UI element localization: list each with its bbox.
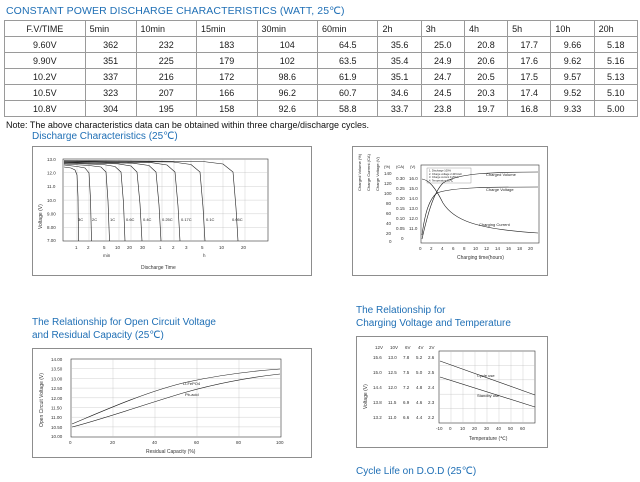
charging-unit-volume: (%): [384, 164, 391, 169]
charge-temp-value: 2.4: [428, 385, 435, 390]
cell: 10.8V: [5, 101, 86, 117]
cell: 92.6: [257, 101, 317, 117]
ocv-label-block: [32, 316, 282, 342]
ocv-x-tick: 40: [152, 440, 158, 445]
charge-temp-value: 7.2: [403, 385, 410, 390]
charge-temp-value: 13.2: [373, 415, 382, 420]
ocv-y-tick: 13.50: [51, 366, 63, 372]
discharge-x-tick-min: 30: [140, 245, 146, 250]
ocv-x-axis-label: Residual Capacity (%): [146, 449, 196, 455]
cell: 102: [257, 53, 317, 69]
ocv-x-tick: 60: [194, 440, 200, 445]
cell: 195: [136, 101, 196, 117]
charging-current-tick: 0.20: [396, 196, 405, 201]
cell: 25.0: [421, 37, 464, 53]
discharge-y-tick: 8.00: [47, 225, 56, 231]
charging-volume-tick: 80: [386, 201, 392, 206]
col-header-60min: 60min: [317, 21, 377, 37]
col-header-fv-time: F.V/TIME: [5, 21, 86, 37]
charge-temp-series-label: Cycle use: [477, 373, 495, 378]
charging-characteristics-figure: [352, 146, 548, 276]
charging-volume-tick: 20: [386, 231, 392, 236]
cell: 9.57: [551, 69, 594, 85]
cell: 337: [85, 69, 136, 85]
charge-temp-value: 12.0: [388, 385, 397, 390]
ocv-chart-svg: [33, 349, 311, 457]
table-row: [5, 85, 638, 101]
ocv-y-tick: 11.00: [51, 415, 62, 421]
charge-temp-x-axis-label: Temperature (℃): [469, 436, 508, 442]
charging-x-tick: 6: [452, 246, 455, 251]
cell: 20.8: [464, 37, 507, 53]
col-header-15min: 15min: [197, 21, 257, 37]
cell: 20.3: [464, 85, 507, 101]
charge-temp-value: 12.5: [388, 370, 397, 375]
page-title: CONSTANT POWER DISCHARGE CHARACTERISTICS (WATT, 25℃): [6, 5, 345, 17]
cell: 24.5: [421, 85, 464, 101]
col-header-5h: 5h: [508, 21, 551, 37]
col-header-5min: 5min: [85, 21, 136, 37]
charge-temp-value: 14.4: [373, 385, 382, 390]
col-header-10min: 10min: [136, 21, 196, 37]
charging-legend-item: 2. Charge voltage 2.40V/cell: [429, 172, 462, 176]
charge-temp-value: 15.6: [373, 355, 382, 360]
col-header-20h: 20h: [594, 21, 637, 37]
discharge-y-tick: 12.0: [47, 170, 56, 176]
ocv-x-tick: 80: [236, 440, 242, 445]
discharge-y-tick: 7.00: [47, 238, 56, 243]
charge-temp-value: 7.8: [403, 355, 410, 360]
discharge-x-tick-h: 20: [241, 245, 247, 250]
discharge-y-axis-label: Voltage (V): [38, 204, 44, 229]
cell: 17.5: [508, 69, 551, 85]
charging-volume-tick: 120: [384, 181, 392, 186]
cell: 158: [197, 101, 257, 117]
col-header-2h: 2h: [378, 21, 421, 37]
cell: 61.9: [317, 69, 377, 85]
charging-current-tick: 0.25: [396, 186, 405, 191]
discharge-chart-svg: [33, 147, 311, 275]
ocv-y-tick: 13.00: [51, 376, 63, 382]
charge-temp-label-block: [356, 304, 606, 330]
charge-temp-x-tick: 20: [472, 426, 478, 431]
cell: 351: [85, 53, 136, 69]
cell: 64.5: [317, 37, 377, 53]
discharge-curve-label: 2C: [92, 217, 98, 222]
charging-legend-item: 4. Temperature 25℃: [429, 179, 453, 183]
cell: 58.8: [317, 101, 377, 117]
ocv-y-axis-label: Open Circuit Voltage (V): [39, 373, 45, 427]
charge-temp-value: 13.0: [388, 355, 397, 360]
charging-current-tick: 0.30: [396, 176, 405, 181]
charging-voltage-tick: 15.0: [409, 186, 418, 191]
charge-temp-value: 2.6: [428, 355, 435, 360]
charging-x-axis-label: Charging time(hours): [457, 255, 504, 261]
charging-annotation-current: Charging Current: [479, 222, 510, 227]
cell: 5.13: [594, 69, 637, 85]
table-note: Note: The above characteristics data can be obtained within three charge/discharge cycles.: [6, 120, 370, 130]
charging-unit-voltage: (V): [410, 164, 416, 169]
cell: 183: [197, 37, 257, 53]
charge-temp-value: 2.3: [428, 400, 435, 405]
discharge-y-tick: 9.00: [47, 211, 56, 217]
discharge-curve-label: 0.4C: [143, 217, 152, 222]
discharge-y-tick: 11.0: [47, 184, 56, 189]
ocv-label-line2: and Residual Capacity (25℃): [32, 330, 164, 341]
charge-temp-col-header: 12V: [375, 345, 384, 350]
charging-x-tick: 18: [517, 246, 523, 251]
ocv-x-tick: 20: [110, 440, 116, 445]
discharge-x-tick-min: 2: [87, 245, 90, 250]
cell: 225: [136, 53, 196, 69]
discharge-x-axis-label: Discharge Time: [141, 265, 176, 271]
charging-x-tick: 12: [484, 246, 490, 251]
charge-temp-value: 11.0: [388, 415, 397, 420]
discharge-x-tick-h: 10: [219, 245, 225, 250]
discharge-x-tick-h: 1: [159, 245, 162, 250]
charge-temp-x-tick: 50: [508, 426, 514, 431]
discharge-x-tick-h: 3: [185, 245, 188, 250]
cell: 216: [136, 69, 196, 85]
cell: 9.52: [551, 85, 594, 101]
charge-temp-value: 5.2: [416, 355, 423, 360]
charging-volume-tick: 140: [384, 171, 392, 176]
cell: 17.6: [508, 53, 551, 69]
cell: 10.2V: [5, 69, 86, 85]
discharge-characteristics-figure: [32, 146, 312, 276]
charge-temp-value: 2.5: [428, 370, 435, 375]
cell: 60.7: [317, 85, 377, 101]
discharge-curve-label: 0.6C: [126, 217, 135, 222]
cell: 10.5V: [5, 85, 86, 101]
cell: 207: [136, 85, 196, 101]
discharge-x-tick-min: 5: [103, 245, 106, 250]
charging-chart-svg: [353, 147, 547, 275]
ocv-series-label: Li-FePO4: [183, 381, 201, 386]
charge-temp-value: 4.6: [416, 400, 423, 405]
cell: 9.66: [551, 37, 594, 53]
cell: 5.00: [594, 101, 637, 117]
charging-annotation-volume: Charged Volume: [486, 172, 516, 177]
cell: 33.7: [378, 101, 421, 117]
ocv-y-tick: 12.50: [51, 386, 63, 392]
discharge-curve-label: 0.05C: [232, 217, 243, 222]
table-row: [5, 101, 638, 117]
ocv-label-line1: The Relationship for Open Circuit Voltage: [32, 317, 216, 328]
charging-x-tick: 16: [506, 246, 512, 251]
cell: 19.7: [464, 101, 507, 117]
charge-temp-value: 11.5: [388, 400, 397, 405]
charge-temp-x-tick: 0: [449, 426, 452, 431]
cell: 9.62: [551, 53, 594, 69]
cell: 362: [85, 37, 136, 53]
cell: 24.7: [421, 69, 464, 85]
charging-volume-tick: 60: [386, 211, 392, 216]
charge-temp-x-tick: 10: [460, 426, 466, 431]
charge-temp-y-axis-label: Voltage (V): [363, 384, 369, 409]
charging-voltage-tick: 13.0: [409, 206, 418, 211]
cell: 166: [197, 85, 257, 101]
table-row: [5, 69, 638, 85]
cell: 35.1: [378, 69, 421, 85]
charge-temp-value: 15.0: [373, 370, 382, 375]
discharge-curve-label: 0.17C: [181, 217, 192, 222]
charging-y-axis-label-voltage: Charge Voltage (V): [375, 156, 380, 191]
cell: 9.90V: [5, 53, 86, 69]
charging-current-tick: 0: [401, 236, 404, 241]
charging-y-axis-label-current: Charge Current (CA): [366, 154, 371, 191]
charging-current-tick: 0.05: [396, 226, 405, 231]
discharge-curve-label: 1C: [110, 217, 116, 222]
cell: 23.8: [421, 101, 464, 117]
charge-temp-x-tick: 30: [484, 426, 490, 431]
cell: 24.9: [421, 53, 464, 69]
charge-temp-x-tick: 60: [520, 426, 526, 431]
ocv-x-tick: 0: [69, 440, 72, 445]
charge-temp-value: 4.4: [416, 415, 423, 420]
cell: 17.7: [508, 37, 551, 53]
charging-voltage-tick: 16.0: [409, 176, 418, 181]
charge-temp-value: 4.8: [416, 385, 423, 390]
ocv-y-tick: 11.50: [51, 405, 62, 411]
cell: 96.2: [257, 85, 317, 101]
discharge-curve-label: 0.1C: [206, 217, 215, 222]
cell: 9.33: [551, 101, 594, 117]
charge-temp-col-header: 6V: [405, 345, 411, 350]
cell: 304: [85, 101, 136, 117]
table-row: [5, 37, 638, 53]
charge-temp-col-header: 4V: [418, 345, 424, 350]
charging-voltage-tick: 14.0: [409, 196, 418, 201]
discharge-curve-label: 0.25C: [162, 217, 173, 222]
constant-power-discharge-table: [4, 20, 638, 117]
discharge-y-tick: 13.0: [47, 157, 56, 162]
discharge-characteristics-label: Discharge Characteristics (25℃): [32, 131, 178, 142]
charging-current-tick: 0.10: [396, 216, 405, 221]
cell: 34.6: [378, 85, 421, 101]
charge-temp-value: 6.9: [403, 400, 410, 405]
ocv-y-tick: 12.00: [51, 395, 63, 401]
charging-x-tick: 4: [441, 246, 444, 251]
discharge-curve-label: 3C: [78, 217, 84, 222]
charging-legend-item: 1. Discharge 100%: [429, 169, 451, 173]
discharge-x-unit-h: h: [203, 253, 206, 258]
charging-x-tick: 2: [430, 246, 433, 251]
table-row: [5, 53, 638, 69]
cell: 5.18: [594, 37, 637, 53]
cell: 98.6: [257, 69, 317, 85]
charge-temp-x-tick: -10: [436, 426, 443, 431]
discharge-x-tick-min: 1: [75, 245, 78, 250]
charging-annotation-voltage: Charge Voltage: [486, 187, 514, 192]
discharge-x-tick-min: 20: [127, 245, 133, 250]
discharge-x-tick-min: 10: [115, 245, 121, 250]
col-header-3h: 3h: [421, 21, 464, 37]
cycle-life-label: Cycle Life on D.O.D (25℃): [356, 466, 477, 477]
charge-temp-label-line2: Charging Voltage and Temperature: [356, 318, 511, 329]
charge-temp-chart-svg: [357, 337, 547, 447]
charging-volume-tick: 100: [384, 191, 392, 196]
discharge-x-tick-h: 2: [172, 245, 175, 250]
ocv-figure: [32, 348, 312, 458]
charge-temp-value: 7.5: [403, 370, 410, 375]
charging-x-tick: 10: [473, 246, 479, 251]
ocv-series-label: Pb-acid: [185, 392, 199, 397]
charging-x-tick: 14: [495, 246, 501, 251]
charging-x-tick: 8: [463, 246, 466, 251]
col-header-30min: 30min: [257, 21, 317, 37]
table-header-row: [5, 21, 638, 37]
cell: 17.4: [508, 85, 551, 101]
cell: 172: [197, 69, 257, 85]
cell: 20.6: [464, 53, 507, 69]
charging-volume-tick: 40: [386, 221, 392, 226]
col-header-10h: 10h: [551, 21, 594, 37]
charge-temp-col-header: 10V: [390, 345, 399, 350]
charge-temp-label-line1: The Relationship for: [356, 305, 446, 316]
cell: 35.6: [378, 37, 421, 53]
charge-temp-value: 2.2: [428, 415, 435, 420]
cell: 63.5: [317, 53, 377, 69]
discharge-x-unit-min: min: [103, 253, 111, 258]
discharge-x-tick-h: 5: [201, 245, 204, 250]
charging-voltage-tick: 11.0: [409, 226, 418, 231]
charge-temp-value: 5.0: [416, 370, 423, 375]
ocv-y-tick: 10.50: [51, 424, 63, 430]
ocv-y-tick: 10.00: [51, 434, 63, 439]
ocv-x-tick: 100: [276, 440, 284, 445]
charge-temp-value: 6.6: [403, 415, 410, 420]
cell: 5.16: [594, 53, 637, 69]
ocv-y-tick: 14.00: [51, 357, 63, 362]
charging-x-tick: 0: [419, 246, 422, 251]
cell: 16.8: [508, 101, 551, 117]
cell: 5.10: [594, 85, 637, 101]
charging-y-axis-label-volume: Charged Volume (%): [357, 153, 362, 191]
cell: 20.5: [464, 69, 507, 85]
charging-legend-item: 3. Charge current 0.25CA: [429, 176, 459, 180]
discharge-y-tick: 10.0: [47, 197, 56, 203]
charging-x-tick: 20: [528, 246, 534, 251]
cell: 104: [257, 37, 317, 53]
charge-temperature-figure: [356, 336, 548, 448]
cell: 9.60V: [5, 37, 86, 53]
charge-temp-x-tick: 40: [496, 426, 502, 431]
charge-temp-value: 13.8: [373, 400, 382, 405]
cell: 232: [136, 37, 196, 53]
col-header-4h: 4h: [464, 21, 507, 37]
charging-volume-tick: 0: [389, 239, 392, 244]
cell: 35.4: [378, 53, 421, 69]
charging-current-tick: 0.15: [396, 206, 405, 211]
charge-temp-series-label: Standby use: [477, 393, 500, 398]
charging-voltage-tick: 12.0: [409, 216, 418, 221]
cell: 323: [85, 85, 136, 101]
cell: 179: [197, 53, 257, 69]
charging-unit-current: (CA): [396, 164, 405, 169]
charge-temp-col-header: 2V: [429, 345, 435, 350]
